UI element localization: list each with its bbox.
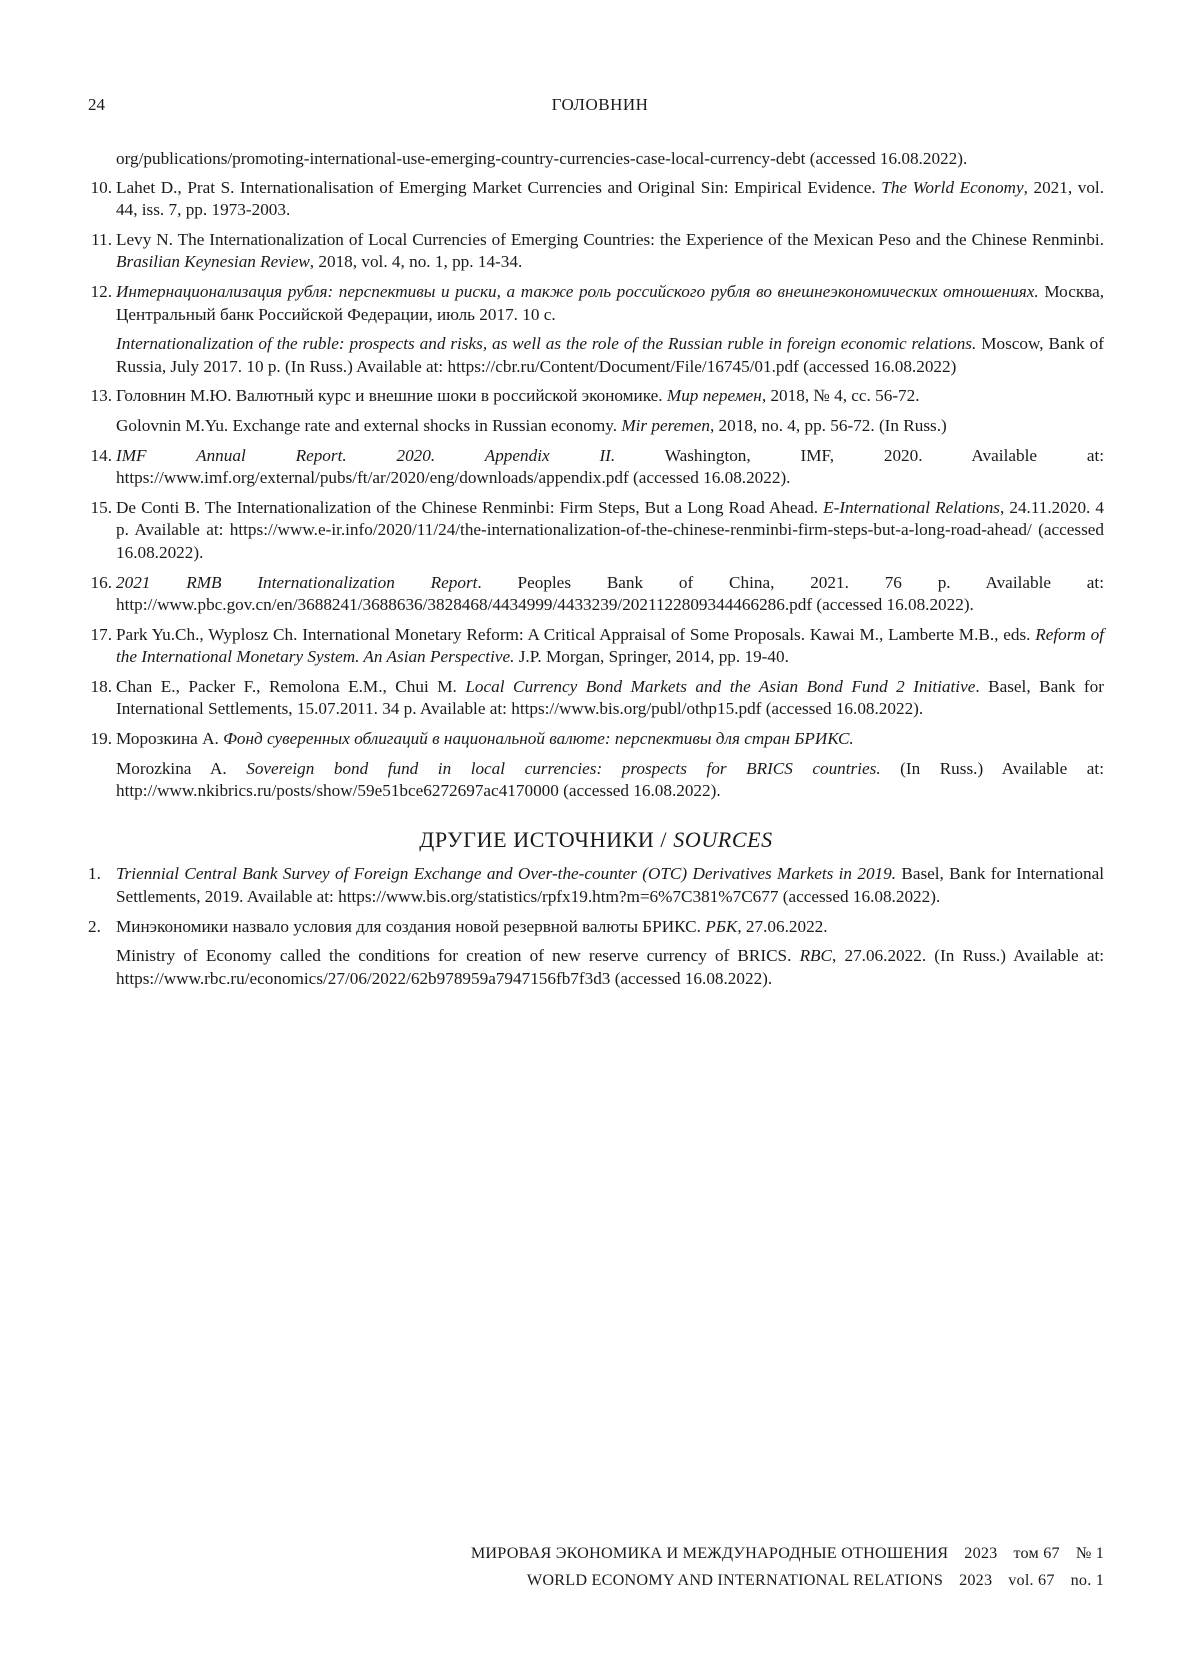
reference-source: The World Economy: [881, 177, 1024, 197]
section-title: [88, 826, 1104, 852]
footer-journal-en: WORLD ECONOMY AND INTERNATIONAL RELATIONS: [526, 1571, 944, 1589]
source-author: Минэкономики назвало условия для создания новой резервной валюты БРИКС.: [116, 916, 706, 936]
reference-details: (In Russ.) Available at: http://www.nkibrics.ru/posts/show/59e51bce6272697ac4170000 (accessed 16.08.2022).: [116, 758, 1104, 801]
reference-author: Levy N. The Internationalization of Local Currencies of Emerging Countries: the Experience of the Mexican Peso and the Chinese Renminbi.: [116, 229, 1104, 249]
reference-details: , 2021, vol. 44, iss. 7, pp. 1973-2003.: [116, 177, 1105, 220]
reference-number: 19.: [90, 729, 112, 749]
reference-text: [116, 676, 1104, 721]
reference-details: , 24.11.2020. 4 p. Available at: https://www.e-ir.info/2020/11/24/the-internationalization-of-the-chinese-renminbi-firm-steps-but-a-long-road-ahead/ (accessed 16.08.2022).: [116, 497, 1104, 562]
reference-number: 16.: [90, 572, 112, 592]
reference-source: Фонд суверенных облигаций в национальной валюте: перспективы для стран БРИКС.: [223, 729, 854, 749]
reference-details: Washington, IMF, 2020. Available at: https://www.imf.org/external/pubs/ft/ar/2020/eng/downloads/appendix.pdf (accessed 16.08.2022).: [116, 445, 1104, 488]
reference-number: 10.: [90, 177, 112, 197]
reference-source: Mir peremen: [621, 415, 710, 435]
reference-details: , 2018, vol. 4, no. 1, pp. 14-34.: [309, 252, 523, 272]
reference-text: [116, 624, 1104, 669]
reference-source: 2021 RMB Internationalization Report: [116, 572, 478, 592]
source-1: [88, 863, 1104, 908]
reference-author: Головнин М.Ю. Валютный курс и внешние шоки в российской экономике.: [116, 386, 667, 406]
reference-number: 18.: [90, 676, 112, 696]
reference-10: [88, 177, 1104, 222]
reference-17: [88, 624, 1104, 669]
source-text-ru: [116, 916, 1104, 939]
source-title: Triennial Central Bank Survey of Foreign Exchange and Over-the-counter (OTC) Derivatives Markets in 2019.: [116, 864, 897, 884]
reference-details: , 2018, № 4, сс. 56-72.: [761, 386, 920, 406]
reference-details: J.P. Morgan, Springer, 2014, pp. 19-40.: [514, 647, 789, 667]
running-title: ГОЛОВНИН: [551, 95, 649, 114]
footer-year: 2023: [964, 1544, 998, 1562]
footer-issue: no. 1: [1070, 1571, 1104, 1589]
reference-number: 15.: [90, 497, 112, 517]
reference-14: [88, 445, 1104, 490]
reference-source: Reform of the International Monetary System. An Asian Perspective.: [116, 624, 1104, 667]
reference-details: , 2018, no. 4, pp. 56-72. (In Russ.): [709, 415, 947, 435]
reference-author: Lahet D., Prat S. Internationalisation of Emerging Market Currencies and Original Sin: Empirical Evidence.: [116, 177, 882, 197]
footer-line-ru: [471, 1540, 1104, 1567]
source-title: РБК: [705, 916, 738, 936]
journal-footer: [471, 1540, 1104, 1594]
reference-11: [88, 229, 1104, 274]
footer-year: 2023: [959, 1571, 993, 1589]
reference-author: De Conti B. The Internationalization of the Chinese Renminbi: Firm Steps, But a Long Road Ahead.: [116, 497, 824, 517]
source-text: [116, 863, 1104, 908]
reference-18: [88, 676, 1104, 721]
reference-source: Local Currency Bond Markets and the Asian Bond Fund 2 Initiative: [465, 676, 976, 696]
reference-source: Sovereign bond fund in local currencies: prospects for BRICS countries.: [246, 758, 881, 778]
footer-issue: № 1: [1075, 1544, 1104, 1562]
reference-number: 13.: [90, 386, 112, 406]
section-title-en: SOURCES: [673, 826, 773, 852]
reference-text: [116, 229, 1104, 274]
source-details: , 27.06.2022.: [737, 916, 828, 936]
reference-text-ru: [116, 281, 1104, 326]
source-details: Basel, Bank for International Settlements, 2019. Available at: https://www.bis.org/statistics/rpfx19.htm?m=6%7C381%7C677 (accessed 16.08.2022).: [116, 864, 1104, 907]
reference-text-en: [116, 333, 1104, 378]
source-2: [88, 916, 1104, 991]
reference-source: IMF Annual Report. 2020. Appendix II.: [116, 445, 616, 465]
reference-author: Park Yu.Ch., Wyplosz Ch. International Monetary Reform: A Critical Appraisal of Some Proposals. Kawai M., Lamberte M.B., eds.: [116, 624, 1036, 644]
footer-line-en: [471, 1567, 1104, 1594]
reference-author: Morozkina A.: [116, 758, 247, 778]
reference-number: 17.: [90, 624, 112, 644]
footer-volume: том 67: [1013, 1544, 1060, 1562]
reference-author: Golovnin M.Yu. Exchange rate and external shocks in Russian economy.: [116, 415, 622, 435]
reference-text: [116, 497, 1104, 565]
source-details: , 27.06.2022. (In Russ.) Available at: https://www.rbc.ru/economics/27/06/2022/62b978959a7947156fb7f3d3 (accessed 16.08.2022).: [116, 946, 1104, 988]
reference-text: [116, 445, 1104, 490]
source-title: RBC: [799, 946, 833, 966]
reference-author: Морозкина А.: [116, 729, 224, 749]
reference-source: E-International Relations: [823, 497, 1001, 517]
source-author: Ministry of Economy called the conditions for creation of new reserve currency of BRICS.: [116, 946, 800, 966]
reference-text-ru: [116, 728, 1104, 751]
reference-details: . Peoples Bank of China, 2021. 76 p. Available at: http://www.pbc.gov.cn/en/3688241/3688636/3828468/4434999/4433239/2021122809344466286.pdf (accessed 16.08.2022).: [116, 572, 1104, 615]
reference-continuation: [88, 148, 1104, 171]
footer-journal-ru: МИРОВАЯ ЭКОНОМИКА И МЕЖДУНАРОДНЫЕ ОТНОШЕНИЯ: [470, 1544, 949, 1562]
source-number: 1.: [88, 864, 101, 884]
source-number: 2.: [88, 916, 101, 936]
reference-12: [88, 281, 1104, 378]
reference-text-ru: [116, 385, 1104, 408]
reference-source: Интернационализация рубля: перспективы и риски, а также роль российского рубля во внешнеэкономических отношениях.: [116, 281, 1039, 301]
references-body: [88, 148, 1104, 997]
reference-13: [88, 385, 1104, 437]
page-number: 24: [88, 95, 105, 114]
reference-author: Chan E., Packer F., Remolona E.M., Chui M.: [116, 676, 466, 696]
page-header: [88, 95, 1112, 119]
continuation-text: org/publications/promoting-international-use-emerging-country-currencies-case-local-currency-debt (accessed 16.08.2022).: [116, 149, 968, 168]
reference-19: [88, 728, 1104, 803]
footer-volume: vol. 67: [1008, 1571, 1055, 1589]
reference-text-en: [116, 758, 1104, 803]
reference-number: 14.: [90, 445, 112, 465]
reference-source: Мир перемен: [666, 386, 762, 406]
reference-16: [88, 572, 1104, 617]
reference-text-en: [116, 415, 1104, 438]
reference-text: [116, 177, 1104, 222]
reference-number: 12.: [90, 281, 112, 301]
reference-text: [116, 572, 1104, 617]
reference-source: Brasilian Keynesian Review: [116, 252, 310, 272]
reference-details: Moscow, Bank of Russia, July 2017. 10 p. (In Russ.) Available at: https://cbr.ru/Content/Document/File/16745/01.pdf (accessed 16.08.2022): [116, 334, 1105, 376]
reference-15: [88, 497, 1104, 565]
source-text-en: [116, 945, 1104, 990]
reference-source: Internationalization of the ruble: prospects and risks, as well as the role of the Russian ruble in foreign economic relations.: [116, 334, 977, 354]
reference-number: 11.: [91, 229, 112, 249]
reference-details: Москва, Центральный банк Российской Федерации, июль 2017. 10 с.: [116, 281, 1104, 324]
section-title-ru: ДРУГИЕ ИСТОЧНИКИ /: [419, 826, 674, 852]
reference-details: . Basel, Bank for International Settlements, 15.07.2011. 34 p. Available at: https://www.bis.org/publ/othp15.pdf (accessed 16.08.2022).: [116, 676, 1104, 719]
